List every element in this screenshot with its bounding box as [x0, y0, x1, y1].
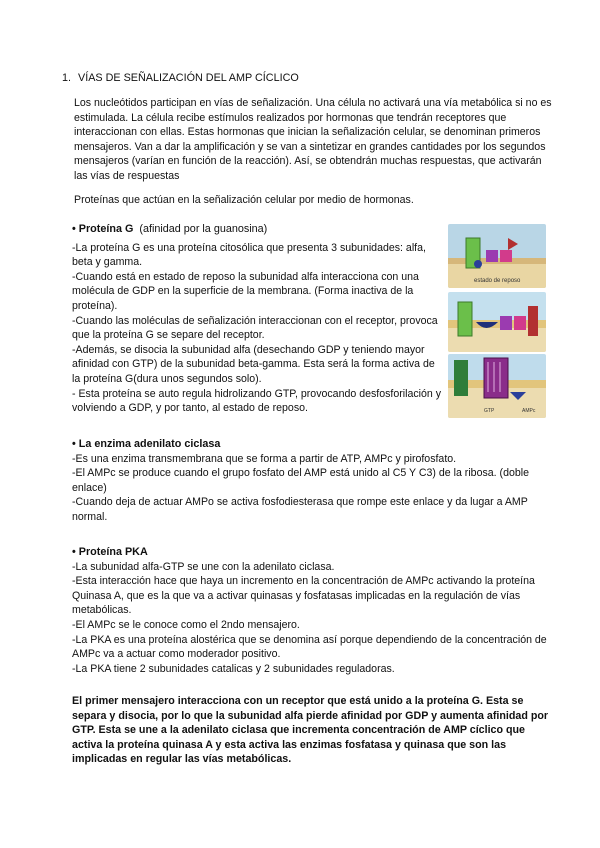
- proteina-g-line-5: - Esta proteína se auto regula hidrolizando GTP, provocando desfosforilación y volviendo a GDP, y por tanto, al estado de reposo.: [72, 387, 442, 415]
- pka-title-row: [72, 545, 552, 560]
- figure-3-label-amp: AMPc: [522, 408, 536, 414]
- proteina-g-section: [72, 222, 444, 416]
- section-title: VÍAS DE SEÑALIZACIÓN DEL AMP CÍCLICO: [78, 72, 299, 84]
- pka-line-3: -El AMPc se le conoce como el 2ndo mensajero.: [72, 618, 300, 631]
- pka-line-4: -La PKA es una proteína alostérica que se denomina así porque dependiendo de la concentración de AMPc va a actuar como moderador positivo.: [72, 633, 547, 661]
- intro-paragraph-2: Proteínas que actúan en la señalización celular por medio de hormonas.: [74, 194, 414, 206]
- pka-line-5: -La PKA tiene 2 subunidades catalicas y 2 subunidades reguladoras.: [72, 662, 395, 675]
- figure-resting-state: [448, 224, 546, 288]
- section-number: 1.: [62, 72, 72, 84]
- pka-line-2: -Esta interacción hace que haya un incremento en la concentración de AMPc activando la proteína Quinasa A, que es la que va a activar quinasas y fosfatasas implicadas en la regulación de vías metabólicas.: [72, 575, 535, 617]
- proteina-g-title-row: [72, 222, 444, 237]
- intro-paragraph-1: Los nucleótidos participan en vías de señalización. Una célula no activará una vía metabólica si no es estimulada. La célula recibe estímulos realizados por hormonas que tendrán receptores que interaccionan con ellas. Estas hormonas que inician la señalización celular, se denominan primeros mensajeros. Van a dar la amplificación y se van a sintetizar en grandes cantidades por los segundos mensajeros (varían en función de la reacción). Así, se obtendrán muchas respuestas, que activarán las vías de respuestas: [74, 97, 552, 182]
- figure-signal-binding: [448, 292, 546, 352]
- adenilato-line-3: -Cuando deja de actuar AMPo se activa fosfodiesterasa que rompe este enlace y da lugar a AMP normal.: [72, 496, 528, 523]
- pka-line-1: -La subunidad alfa-GTP se une con la adenilato ciclasa.: [72, 560, 335, 573]
- figure-3-label-gtp: GTP: [484, 408, 495, 414]
- figure-active-state: [448, 354, 546, 418]
- adenilato-title: • La enzima adenilato ciclasa: [72, 438, 221, 450]
- proteina-g-line-1: -La proteína G es una proteína citosólica que presenta 3 subunidades: alfa, beta y gamma.: [72, 241, 426, 269]
- proteina-g-subtitle: (afinidad por la guanosina): [139, 223, 268, 235]
- proteina-g-line-4: -Además, se disocia la subunidad alfa (desechando GDP y teniendo mayor afinidad con GTP) de la subunidad beta-gamma. Esta será la forma activa de la proteína G(dura unos segundos solo).: [72, 343, 435, 385]
- proteina-g-line-3: -Cuando las moléculas de señalización interaccionan con el receptor, provoca que la proteína G se separe del receptor.: [72, 314, 438, 342]
- adenilato-title-row: [72, 437, 552, 452]
- pka-title: • Proteína PKA: [72, 546, 148, 558]
- proteina-g-line-2: -Cuando está en estado de reposo la subunidad alfa interacciona con una molécula de GDP en la superficie de la membrana. (Forma inactiva de la proteína).: [72, 270, 419, 312]
- adenilato-line-2: -El AMPc se produce cuando el grupo fosfato del AMP está unido al C5 Y C3) de la ribosa. (doble enlace): [72, 467, 529, 494]
- pka-section: [72, 545, 552, 676]
- figure-1-label: estado de reposo: [474, 278, 521, 284]
- adenilato-line-1: -Es una enzima transmembrana que se forma a partir de ATP, AMPc y pirofosfato.: [72, 452, 457, 465]
- summary-paragraph: El primer mensajero interacciona con un receptor que está unido a la proteína G. Esta se separa y disocia, por lo que la subunidad alfa pierde afinidad por GDP y aumenta afinidad por GTP. Esta se une a la adenilato ciclasa que incrementa concentración de AMP cíclico que activa la proteína quinasa A y esta activa las enzimas fosfatasa y quinasa que son las implicadas en regular las vías metabólicas.: [72, 695, 549, 766]
- proteina-g-title: • Proteína G: [72, 223, 134, 235]
- section-heading: [62, 71, 299, 86]
- adenilato-section: [72, 437, 552, 525]
